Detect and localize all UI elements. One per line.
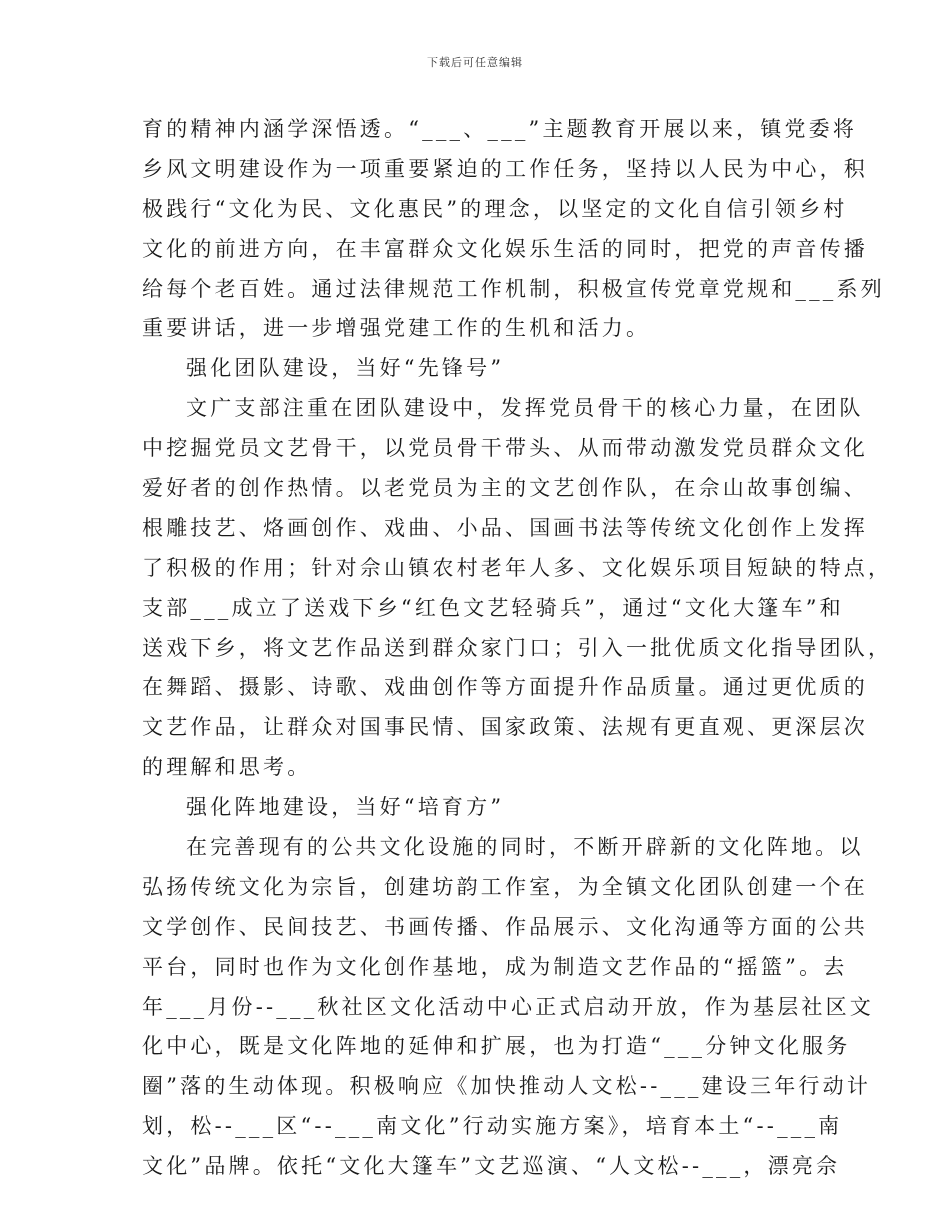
text-line: 弘扬传统文化为宗旨，创建坊韵工作室，为全镇文化团队创建一个在	[142, 874, 868, 899]
text-line: 极践行“文化为民、文化惠民”的理念，以坚定的文化自信引领乡村	[142, 196, 848, 221]
text-line: 文化”品牌。依托“文化大篷车”文艺巡演、“人文松--___，漂亮佘	[142, 1154, 841, 1179]
text-line: 育的精神内涵学深悟透。“___、___”主题教育开展以来，镇党委将	[142, 117, 858, 141]
text-line: 中挖掘党员文艺骨干，以党员骨干带头、从而带动激发党员群众文化	[142, 436, 868, 461]
text-line: 圈”落的生动体现。积极响应《加快推动人文松--___建设三年行动计	[142, 1074, 872, 1099]
section-heading-position: 强化阵地建设，当好“培育方”	[186, 795, 505, 820]
text-line: 支部___成立了送戏下乡“红色文艺轻骑兵”，通过“文化大篷车”和	[142, 595, 844, 620]
text-line: 乡风文明建设作为一项重要紧迫的工作任务，坚持以人民为中心，积	[142, 156, 868, 181]
text-line: 划，松--___区“--___南文化”行动实施方案》，培育本土“--___南	[142, 1114, 843, 1139]
paragraph-first-line: 文广支部注重在团队建设中，发挥党员骨干的核心力量，在团队	[186, 396, 864, 421]
text-line: 送戏下乡，将文艺作品送到群众家门口；引入一批优质文化指导团队，	[142, 635, 893, 660]
text-line: 爱好者的创作热情。以老党员为主的文艺创作队，在佘山故事创编、	[142, 476, 868, 501]
text-line: 重要讲话，进一步增强党建工作的生机和活力。	[142, 316, 651, 341]
text-line: 的理解和思考。	[142, 755, 312, 780]
text-line: 根雕技艺、烙画创作、戏曲、小品、国画书法等传统文化创作上发挥	[142, 515, 868, 540]
text-line: 了积极的作用；针对佘山镇农村老年人多、文化娱乐项目短缺的特点，	[142, 555, 893, 580]
text-line: 文化的前进方向，在丰富群众文化娱乐生活的同时，把党的声音传播	[142, 236, 868, 261]
document-body	[142, 110, 893, 1187]
text-line: 给每个老百姓。通过法律规范工作机制，积极宣传党章党规和___系列	[142, 276, 885, 301]
text-line: 年___月份--___秋社区文化活动中心正式启动开放，作为基层社区文	[142, 994, 874, 1019]
section-heading-team: 强化团队建设，当好“先锋号”	[186, 356, 505, 381]
text-line: 平台，同时也作为文化创作基地，成为制造文艺作品的“摇篮”。去	[142, 954, 848, 979]
page-header: 下载后可任意编辑	[427, 56, 523, 69]
paragraph-first-line: 在完善现有的公共文化设施的同时，不断开辟新的文化阵地。以	[186, 835, 864, 860]
text-line: 在舞蹈、摄影、诗歌、戏曲创作等方面提升作品质量。通过更优质的	[142, 675, 868, 700]
text-line: 文学创作、民间技艺、书画传播、作品展示、文化沟通等方面的公共	[142, 914, 868, 939]
text-line: 化中心，既是文化阵地的延伸和扩展，也为打造“___分钟文化服务	[142, 1034, 851, 1059]
text-line: 文艺作品，让群众对国事民情、国家政策、法规有更直观、更深层次	[142, 715, 868, 740]
